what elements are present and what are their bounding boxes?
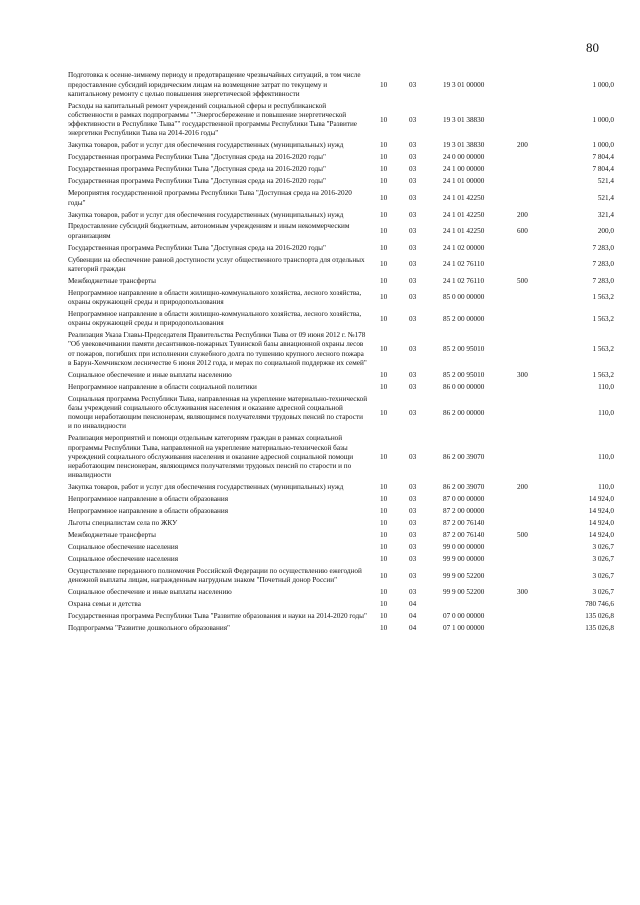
row-amount: 3 026,7 bbox=[592, 588, 614, 597]
row-amount: 521,4 bbox=[597, 193, 614, 202]
row-subsection: 03 bbox=[409, 452, 417, 461]
row-target-article: 99 9 00 52200 bbox=[443, 571, 485, 580]
row-expense-type bbox=[509, 152, 553, 164]
row-section: 10 bbox=[380, 153, 388, 162]
row-target-article: 99 0 00 00000 bbox=[443, 543, 485, 552]
table-row bbox=[68, 176, 614, 188]
row-name: Закупка товаров, работ и услуг для обеспечения государственных (муниципальных) нужд bbox=[68, 210, 344, 219]
row-subsection: 03 bbox=[409, 314, 417, 323]
table-row bbox=[68, 254, 614, 275]
row-target-article: 85 0 00 00000 bbox=[443, 293, 485, 302]
row-expense-type bbox=[509, 330, 553, 370]
row-expense-type: 500 bbox=[517, 276, 528, 285]
row-amount: 14 924,0 bbox=[588, 495, 614, 504]
row-expense-type bbox=[509, 242, 553, 254]
table-row bbox=[68, 140, 614, 152]
row-amount: 135 026,8 bbox=[585, 624, 614, 633]
row-target-article: 85 2 00 95010 bbox=[443, 345, 485, 353]
table-row bbox=[68, 100, 614, 140]
row-name: Социальное обеспечение населения bbox=[68, 543, 179, 552]
row-name: Непрограммное направление в области социальной политики bbox=[68, 382, 257, 391]
row-section: 10 bbox=[380, 495, 388, 504]
row-target-article: 24 1 01 00000 bbox=[443, 177, 485, 186]
row-name: Подпрограмма "Развитие дошкольного образования" bbox=[68, 624, 230, 633]
row-amount: 1 000,0 bbox=[592, 80, 614, 89]
row-amount: 1 563,2 bbox=[592, 370, 614, 379]
row-expense-type bbox=[509, 518, 553, 530]
row-subsection: 03 bbox=[409, 519, 417, 528]
table-row bbox=[68, 623, 614, 635]
row-expense-type bbox=[509, 566, 553, 587]
row-target-article: 07 0 00 00000 bbox=[443, 612, 485, 621]
row-section: 10 bbox=[380, 483, 388, 492]
row-amount: 3 026,7 bbox=[592, 555, 614, 564]
row-amount: 7 804,4 bbox=[592, 165, 614, 174]
row-section: 10 bbox=[380, 571, 388, 580]
row-subsection: 04 bbox=[409, 624, 417, 633]
row-name: Социальное обеспечение и иные выплаты населению bbox=[68, 370, 232, 379]
row-name: Государственная программа Республики Тыва "Доступная среда на 2016-2020 годы" bbox=[68, 177, 326, 186]
table-row bbox=[68, 381, 614, 393]
row-subsection: 03 bbox=[409, 153, 417, 162]
row-name: Государственная программа Республики Тыва "Доступная среда на 2016-2020 годы" bbox=[68, 165, 326, 174]
row-target-article: 86 2 00 00000 bbox=[443, 408, 485, 417]
row-subsection: 03 bbox=[409, 243, 417, 252]
row-amount: 200,0 bbox=[597, 227, 614, 236]
row-subsection: 03 bbox=[409, 260, 417, 269]
table-row bbox=[68, 242, 614, 254]
row-name: Мероприятия государственной программы Республики Тыва "Доступная среда на 2016-2020 годы" bbox=[68, 189, 352, 207]
row-target-article: 87 2 00 00000 bbox=[443, 507, 485, 516]
row-target-article: 87 2 00 76140 bbox=[443, 519, 485, 528]
row-expense-type bbox=[509, 393, 553, 433]
row-name: Охрана семьи и детства bbox=[68, 600, 141, 609]
row-expense-type bbox=[509, 100, 553, 140]
row-amount: 14 924,0 bbox=[588, 531, 614, 540]
row-section: 10 bbox=[380, 408, 388, 417]
row-amount: 3 026,7 bbox=[592, 571, 614, 580]
row-section: 10 bbox=[380, 452, 388, 461]
row-expense-type: 600 bbox=[517, 227, 528, 236]
row-subsection: 03 bbox=[409, 370, 417, 379]
row-section: 10 bbox=[380, 370, 388, 379]
row-name: Льготы специалистам села по ЖКУ bbox=[68, 519, 178, 528]
row-subsection: 03 bbox=[409, 345, 417, 353]
row-subsection: 03 bbox=[409, 177, 417, 186]
row-section: 10 bbox=[380, 555, 388, 564]
row-expense-type: 300 bbox=[517, 370, 528, 379]
row-name: Субвенции на обеспечение равной доступности услуг общественного транспорта для отдельных категорий граждан bbox=[68, 255, 365, 273]
row-target-article: 85 2 00 95010 bbox=[443, 370, 485, 379]
row-expense-type bbox=[509, 188, 553, 209]
row-name: Межбюджетные трансферты bbox=[68, 276, 156, 285]
row-target-article: 19 3 01 38830 bbox=[443, 141, 485, 150]
row-name: Подготовка к осенне-зимнему периоду и предотвращение чрезвычайных ситуаций, в том числе предоставление субсидий юридическим лицам на возмещение затрат по текущему и капитальному ремонту с целью повышения энергетической эффективности bbox=[68, 71, 361, 98]
row-subsection: 03 bbox=[409, 543, 417, 552]
row-section: 10 bbox=[380, 141, 388, 150]
row-target-article: 19 3 01 38830 bbox=[443, 115, 485, 124]
row-subsection: 03 bbox=[409, 555, 417, 564]
row-subsection: 03 bbox=[409, 408, 417, 417]
row-amount: 1 000,0 bbox=[592, 115, 614, 124]
row-amount: 780 746,6 bbox=[585, 600, 614, 609]
row-target-article: 86 0 00 00000 bbox=[443, 382, 485, 391]
row-expense-type bbox=[509, 381, 553, 393]
page-number: 80 bbox=[586, 40, 599, 55]
row-subsection: 04 bbox=[409, 612, 417, 621]
table-row bbox=[68, 164, 614, 176]
table-row bbox=[68, 287, 614, 308]
row-expense-type bbox=[509, 164, 553, 176]
table-row bbox=[68, 188, 614, 209]
row-name: Социальная программа Республики Тыва, направленная на укрепление материально-технической базы учреждений социального обслуживания населения и оказание адресной социальной помощи неработающим пенсионерам, являющимся получателями трудовых пенсий по старости и по инвалидности bbox=[68, 394, 368, 431]
row-name: Государственная программа Республики Тыва "Развитие образования и науки на 2014-2020 годы" bbox=[68, 612, 367, 621]
table-row bbox=[68, 566, 614, 587]
row-expense-type bbox=[509, 611, 553, 623]
row-target-article: 86 2 00 39070 bbox=[443, 452, 485, 461]
table-row bbox=[68, 599, 614, 611]
table-row bbox=[68, 433, 614, 482]
row-name: Осуществление переданного полномочия Российской Федерации по осуществлению ежегодной денежной выплаты лицам, награжденным нагрудным знаком "Почетный донор России" bbox=[68, 567, 362, 585]
row-section: 10 bbox=[380, 612, 388, 621]
row-expense-type bbox=[509, 433, 553, 482]
table-row bbox=[68, 330, 614, 370]
table-row bbox=[68, 152, 614, 164]
row-section: 10 bbox=[380, 243, 388, 252]
row-name: Социальное обеспечение и иные выплаты населению bbox=[68, 588, 232, 597]
row-name: Реализация Указа Главы-Председателя Правительства Республики Тыва от 09 июня 2012 г. №178 "Об увековечивании памяти десантников-пожарных Тувинской базы авиационной охраны лесов от пожаров, погибших при исполнении служебного долга по тушению крупного лесного пожара в Барун-Хемчикском лесничестве 6 июня 2012 года, и мерах по социальной поддержке их семей" bbox=[68, 331, 367, 367]
row-amount: 521,4 bbox=[597, 177, 614, 186]
row-expense-type bbox=[509, 599, 553, 611]
row-amount: 1 563,2 bbox=[592, 345, 614, 353]
row-section: 10 bbox=[380, 543, 388, 552]
table-row bbox=[68, 393, 614, 433]
row-name: Социальное обеспечение населения bbox=[68, 555, 179, 564]
row-expense-type bbox=[509, 494, 553, 506]
table-row bbox=[68, 369, 614, 381]
table-row bbox=[68, 554, 614, 566]
table-row bbox=[68, 611, 614, 623]
row-subsection: 03 bbox=[409, 571, 417, 580]
row-subsection: 03 bbox=[409, 210, 417, 219]
row-expense-type bbox=[509, 623, 553, 635]
row-amount: 110,0 bbox=[598, 483, 614, 492]
row-target-article: 19 3 01 00000 bbox=[443, 80, 485, 89]
row-section: 10 bbox=[380, 314, 388, 323]
row-name: Реализация мероприятий и помощи отдельным категориям граждан в рамках социальной программы Республики Тыва, направленной на укрепление материально-технической базы учреждений социального обслуживания населения и оказание адресной социальной помощи неработающим пенсионерам, являющимся получателями трудовых пенсий по старости и по инвалидности bbox=[68, 434, 354, 480]
table-row bbox=[68, 518, 614, 530]
row-expense-type: 300 bbox=[517, 588, 528, 597]
row-target-article: 24 1 01 42250 bbox=[443, 193, 485, 202]
row-expense-type bbox=[509, 506, 553, 518]
row-name: Непрограммное направление в области образования bbox=[68, 507, 229, 516]
row-name: Непрограммное направление в области жилищно-коммунального хозяйства, лесного хозяйства, охраны окружающей среды и природопользования bbox=[68, 288, 362, 307]
table-row bbox=[68, 542, 614, 554]
table-row bbox=[68, 275, 614, 287]
row-section: 10 bbox=[380, 165, 388, 174]
row-subsection: 03 bbox=[409, 227, 417, 236]
row-subsection: 03 bbox=[409, 382, 417, 391]
row-amount: 135 026,8 bbox=[585, 612, 614, 621]
row-subsection: 03 bbox=[409, 115, 417, 124]
table-row bbox=[68, 587, 614, 599]
row-section: 10 bbox=[380, 227, 388, 236]
row-amount: 7 283,0 bbox=[592, 243, 614, 252]
row-subsection: 03 bbox=[409, 495, 417, 504]
row-section: 10 bbox=[380, 588, 388, 597]
row-amount: 7 804,4 bbox=[592, 153, 614, 162]
row-subsection: 03 bbox=[409, 531, 417, 540]
row-subsection: 04 bbox=[409, 600, 417, 609]
table-row bbox=[68, 506, 614, 518]
row-target-article: 24 1 02 76110 bbox=[443, 260, 485, 269]
row-target-article: 24 1 01 42250 bbox=[443, 210, 485, 219]
row-expense-type: 200 bbox=[517, 210, 528, 219]
row-amount: 7 283,0 bbox=[592, 260, 614, 269]
row-target-article: 87 0 00 00000 bbox=[443, 495, 485, 504]
row-section: 10 bbox=[380, 519, 388, 528]
row-section: 10 bbox=[380, 624, 388, 633]
row-section: 10 bbox=[380, 293, 388, 302]
row-section: 10 bbox=[380, 345, 388, 353]
row-amount: 7 283,0 bbox=[592, 276, 614, 285]
row-amount: 14 924,0 bbox=[588, 519, 614, 528]
budget-table bbox=[68, 70, 614, 635]
row-subsection: 03 bbox=[409, 293, 417, 302]
row-target-article: 85 2 00 00000 bbox=[443, 314, 485, 323]
row-section: 10 bbox=[380, 115, 388, 124]
row-section: 10 bbox=[380, 382, 388, 391]
row-name: Непрограммное направление в области жилищно-коммунального хозяйства, лесного хозяйства, охраны окружающей среды и природопользования bbox=[68, 310, 362, 328]
row-target-article: 24 0 00 00000 bbox=[443, 153, 485, 162]
row-amount: 110,0 bbox=[598, 452, 614, 461]
row-amount: 321,4 bbox=[597, 210, 614, 219]
row-target-article: 99 9 00 52200 bbox=[443, 588, 485, 597]
row-expense-type: 500 bbox=[517, 531, 528, 540]
row-name: Расходы на капитальный ремонт учреждений социальной сферы и республиканской собственности в рамках подпрограммы ""Энергосбережение и повышение энергетической эффективности в Республике Тыва"" государственной программы Республики Тыва "Развитие энергетики Республики Тыва на 2014-2016 годы" bbox=[68, 101, 357, 138]
row-amount: 3 026,7 bbox=[592, 543, 614, 552]
row-subsection: 03 bbox=[409, 483, 417, 492]
row-amount: 14 924,0 bbox=[588, 507, 614, 516]
row-section: 10 bbox=[380, 177, 388, 186]
row-target-article: 24 1 02 76110 bbox=[443, 276, 485, 285]
row-target-article: 87 2 00 76140 bbox=[443, 531, 485, 540]
row-section: 10 bbox=[380, 531, 388, 540]
row-expense-type bbox=[509, 254, 553, 275]
row-target-article bbox=[435, 599, 509, 611]
row-section: 10 bbox=[380, 260, 388, 269]
row-expense-type bbox=[509, 176, 553, 188]
row-expense-type: 200 bbox=[517, 483, 528, 492]
row-subsection: 03 bbox=[409, 193, 417, 202]
row-subsection: 03 bbox=[409, 507, 417, 516]
row-target-article: 24 1 02 00000 bbox=[443, 243, 485, 252]
table-row bbox=[68, 221, 614, 242]
row-target-article: 86 2 00 39070 bbox=[443, 483, 485, 492]
row-section: 10 bbox=[380, 600, 388, 609]
row-name: Государственная программа Республики Тыва "Доступная среда на 2016-2020 годы" bbox=[68, 243, 326, 252]
table-row bbox=[68, 494, 614, 506]
row-expense-type: 200 bbox=[517, 141, 528, 150]
row-amount: 1 563,2 bbox=[592, 293, 614, 302]
row-amount: 110,0 bbox=[598, 408, 614, 417]
row-target-article: 24 1 00 00000 bbox=[443, 165, 485, 174]
row-subsection: 03 bbox=[409, 80, 417, 89]
row-expense-type bbox=[509, 542, 553, 554]
row-amount: 1 000,0 bbox=[592, 141, 614, 150]
row-section: 10 bbox=[380, 507, 388, 516]
row-name: Закупка товаров, работ и услуг для обеспечения государственных (муниципальных) нужд bbox=[68, 141, 344, 150]
row-subsection: 03 bbox=[409, 276, 417, 285]
row-section: 10 bbox=[380, 276, 388, 285]
row-name: Государственная программа Республики Тыва "Доступная среда на 2016-2020 годы" bbox=[68, 153, 326, 162]
row-expense-type bbox=[509, 309, 553, 330]
table-row bbox=[68, 482, 614, 494]
row-section: 10 bbox=[380, 210, 388, 219]
table-row bbox=[68, 530, 614, 542]
row-amount: 110,0 bbox=[598, 382, 614, 391]
row-amount: 1 563,2 bbox=[592, 314, 614, 323]
row-expense-type bbox=[509, 287, 553, 308]
row-subsection: 03 bbox=[409, 165, 417, 174]
row-section: 10 bbox=[380, 193, 388, 202]
row-target-article: 07 1 00 00000 bbox=[443, 624, 485, 633]
table-row bbox=[68, 70, 614, 100]
row-name: Закупка товаров, работ и услуг для обеспечения государственных (муниципальных) нужд bbox=[68, 483, 344, 492]
row-section: 10 bbox=[380, 80, 388, 89]
row-subsection: 03 bbox=[409, 588, 417, 597]
table-row bbox=[68, 309, 614, 330]
row-target-article: 99 9 00 00000 bbox=[443, 555, 485, 564]
row-expense-type bbox=[509, 70, 553, 100]
row-target-article: 24 1 01 42250 bbox=[443, 227, 485, 236]
row-expense-type bbox=[509, 554, 553, 566]
table-row bbox=[68, 209, 614, 221]
row-subsection: 03 bbox=[409, 141, 417, 150]
row-name: Предоставление субсидий бюджетным, автономным учреждениям и иным некоммерческим организациям bbox=[68, 222, 350, 240]
row-name: Межбюджетные трансферты bbox=[68, 531, 156, 540]
row-name: Непрограммное направление в области образования bbox=[68, 495, 229, 504]
